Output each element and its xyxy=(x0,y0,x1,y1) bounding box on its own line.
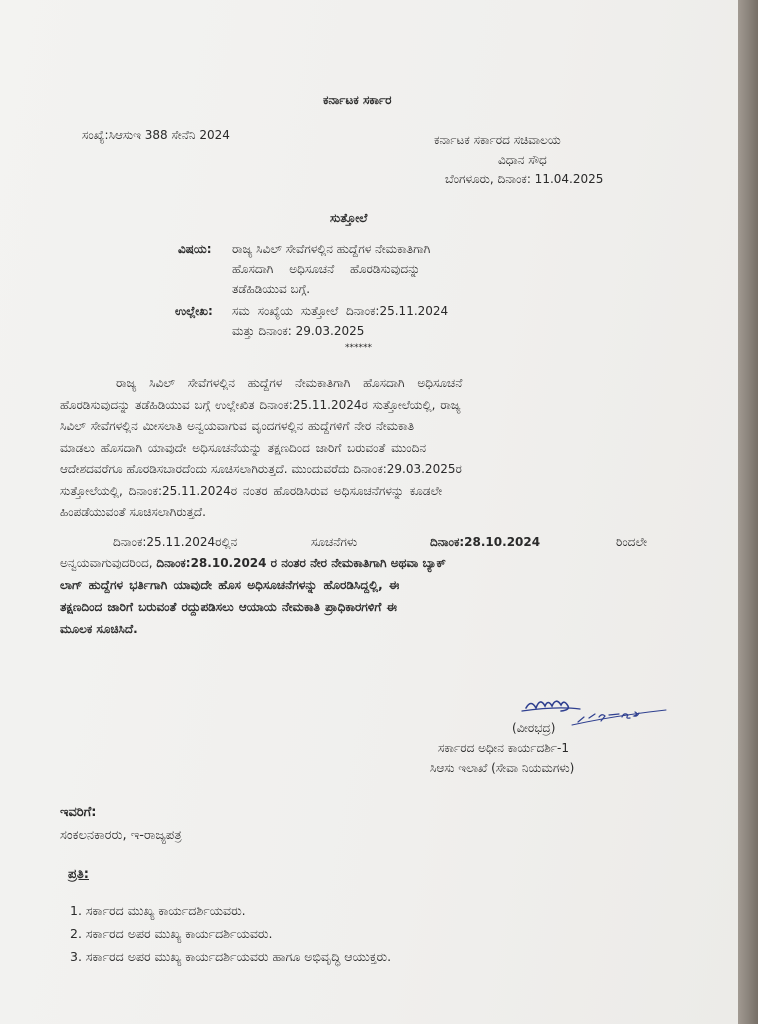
paragraph-2-line: ಮೂಲಕ ಸೂಚಿಸಿದೆ. xyxy=(60,622,138,636)
office-name: ಕರ್ನಾಟಕ ಸರ್ಕಾರದ ಸಚಿವಾಲಯ xyxy=(434,133,561,147)
reference-line: ಮತ್ತು ದಿನಾಂಕ: 29.03.2025 xyxy=(232,324,365,338)
paragraph-2-fragment: ರಿಂದಲೇ xyxy=(616,535,648,549)
paragraph-line: ಮಾಡಲು ಹೊಸದಾಗಿ ಯಾವುದೇ ಅಧಿಸೂಚನೆಯನ್ನು ತಕ್ಷಣದಿಂದ ಜಾರಿಗೆ ಬರುವಂತೆ ಮುಂದಿನ xyxy=(60,440,427,455)
list-item: 3. ಸರ್ಕಾರದ ಅಪರ ಮುಖ್ಯ ಕಾರ್ಯದರ್ಶಿಯವರು ಹಾಗೂ ಅಭಿವೃದ್ಧಿ ಆಯುಕ್ತರು. xyxy=(70,949,392,964)
paragraph-2-fragment: ದಿನಾಂಕ:28.10.2024 ರ ನಂತರ ನೇರ ನೇಮಕಾತಿಗಾಗಿ ಅಥವಾ ಬ್ಯಾಕ್ xyxy=(156,556,446,570)
office-building: ವಿಧಾನ ಸೌಧ xyxy=(498,153,547,167)
desk-background xyxy=(738,0,758,1024)
separator: ****** xyxy=(345,343,372,353)
paragraph-line: ಸುತ್ತೋಲೆಯಲ್ಲಿ, ದಿನಾಂಕ:25.11.2024ರ ನಂತರ ಹೊರಡಿಸಿರುವ ಅಧಿಸೂಚನೆಗಳನ್ನು ಕೂಡಲೇ xyxy=(60,483,443,498)
paragraph-2-line: ತಕ್ಷಣದಿಂದ ಜಾರಿಗೆ ಬರುವಂತೆ ರದ್ದುಪಡಿಸಲು ಆಯಾಯ ನೇಮಕಾತಿ ಪ್ರಾಧಿಕಾರಗಳಿಗೆ ಈ xyxy=(60,600,397,614)
subject-line: ಹೊಸದಾಗಿ ಅಧಿಸೂಚನೆ ಹೊರಡಿಸುವುದನ್ನು xyxy=(232,262,421,276)
place-date: ಬೆಂಗಳೂರು, ದಿನಾಂಕ: 11.04.2025 xyxy=(445,172,604,186)
paragraph-line: ರಾಜ್ಯ ಸಿವಿಲ್ ಸೇವೆಗಳಲ್ಲಿನ ಹುದ್ದೆಗಳ ನೇಮಕಾತಿಗಾಗಿ ಹೊಸದಾಗಿ ಅಧಿಸೂಚನೆ xyxy=(116,376,463,390)
file-number: ಸಂಖ್ಯೆ:ಸಿಆಸುಇ 388 ಸೇನೆನಿ 2024 xyxy=(82,128,230,142)
reference-line: ಸಮ ಸಂಖ್ಯೆಯ ಸುತ್ತೋಲೆ ದಿನಾಂಕ:25.11.2024 xyxy=(232,304,449,318)
subject-line: ರಾಜ್ಯ ಸಿವಿಲ್ ಸೇವೆಗಳಲ್ಲಿನ ಹುದ್ದೆಗಳ ನೇಮಕಾತಿಗಾಗಿ xyxy=(232,242,431,256)
paragraph-line: ಆದೇಶದವರೆಗೂ ಹೊರಡಿಸಬಾರದೆಂದು ಸೂಚಿಸಲಾಗಿರುತ್ತದೆ. ಮುಂದುವರೆದು ದಿನಾಂಕ:29.03.2025ರ xyxy=(60,462,462,476)
signatory-name: (ವೀರಭದ್ರ) xyxy=(512,721,556,735)
subject-label: ವಿಷಯ: xyxy=(178,242,212,256)
document-type: ಸುತ್ತೋಲೆ xyxy=(330,211,368,225)
paragraph-line: ಸಿವಿಲ್ ಸೇವೆಗಳಲ್ಲಿನ ಮೀಸಲಾತಿ ಅನ್ವಯವಾಗುವ ವೃಂದಗಳಲ್ಲಿನ ಹುದ್ದೆಗಳಿಗೆ ನೇರ ನೇಮಕಾತಿ xyxy=(60,419,415,433)
reference-label: ಉಲ್ಲೇಖ: xyxy=(175,304,213,318)
paragraph-2-line: ಲಾಗ್ ಹುದ್ದೆಗಳ ಭರ್ತಿಗಾಗಿ ಯಾವುದೇ ಹೊಸ ಅಧಿಸೂಚನೆಗಳನ್ನು ಹೊರಡಿಸಿದ್ದಲ್ಲಿ, ಈ xyxy=(60,578,400,592)
body-paragraph-1 xyxy=(60,373,660,524)
paragraph-line: ಹೊರಡಿಸುವುದನ್ನು ತಡೆಹಿಡಿಯುವ ಬಗ್ಗೆ ಉಲ್ಲೇಖಿತ ದಿನಾಂಕ:25.11.2024ರ ಸುತ್ತೋಲೆಯಲ್ಲಿ, ರಾಜ್ಯ xyxy=(60,397,461,412)
paragraph-2-line xyxy=(60,556,446,571)
to-label: ಇವರಿಗೆ: xyxy=(60,805,97,820)
signatory-department: ಸಿಆಸು ಇಲಾಖೆ (ಸೇವಾ ನಿಯಮಗಳು) xyxy=(430,761,575,775)
copy-to-list xyxy=(70,899,391,968)
copy-to-label: ಪ್ರತಿ: xyxy=(68,867,89,882)
paragraph-2-fragment: ದಿನಾಂಕ:25.11.2024ರಲ್ಲಿನ xyxy=(113,535,238,549)
paragraph-2-fragment: ಅನ್ವಯವಾಗುವುದರಿಂದ, xyxy=(60,556,157,570)
list-item: 2. ಸರ್ಕಾರದ ಅಪರ ಮುಖ್ಯ ಕಾರ್ಯದರ್ಶಿಯವರು. xyxy=(70,926,273,941)
government-heading: ಕರ್ನಾಟಕ ಸರ್ಕಾರ xyxy=(323,93,392,107)
signatory-designation: ಸರ್ಕಾರದ ಅಧೀನ ಕಾರ್ಯದರ್ಶಿ-1 xyxy=(438,741,569,755)
paragraph-2-fragment: ಸೂಚನೆಗಳು xyxy=(311,535,358,549)
paragraph-line: ಹಿಂಪಡೆಯುವಂತೆ ಸೂಚಿಸಲಾಗಿರುತ್ತದೆ. xyxy=(60,505,206,519)
to-recipient: ಸಂಕಲನಕಾರರು, ಇ-ರಾಜ್ಯಪತ್ರ xyxy=(60,828,182,843)
subject-line: ತಡೆಹಿಡಿಯುವ ಬಗ್ಗೆ. xyxy=(232,282,311,296)
list-item: 1. ಸರ್ಕಾರದ ಮುಖ್ಯ ಕಾರ್ಯದರ್ಶಿಯವರು. xyxy=(70,903,246,918)
paragraph-2-fragment: ದಿನಾಂಕ:28.10.2024 xyxy=(430,535,541,549)
